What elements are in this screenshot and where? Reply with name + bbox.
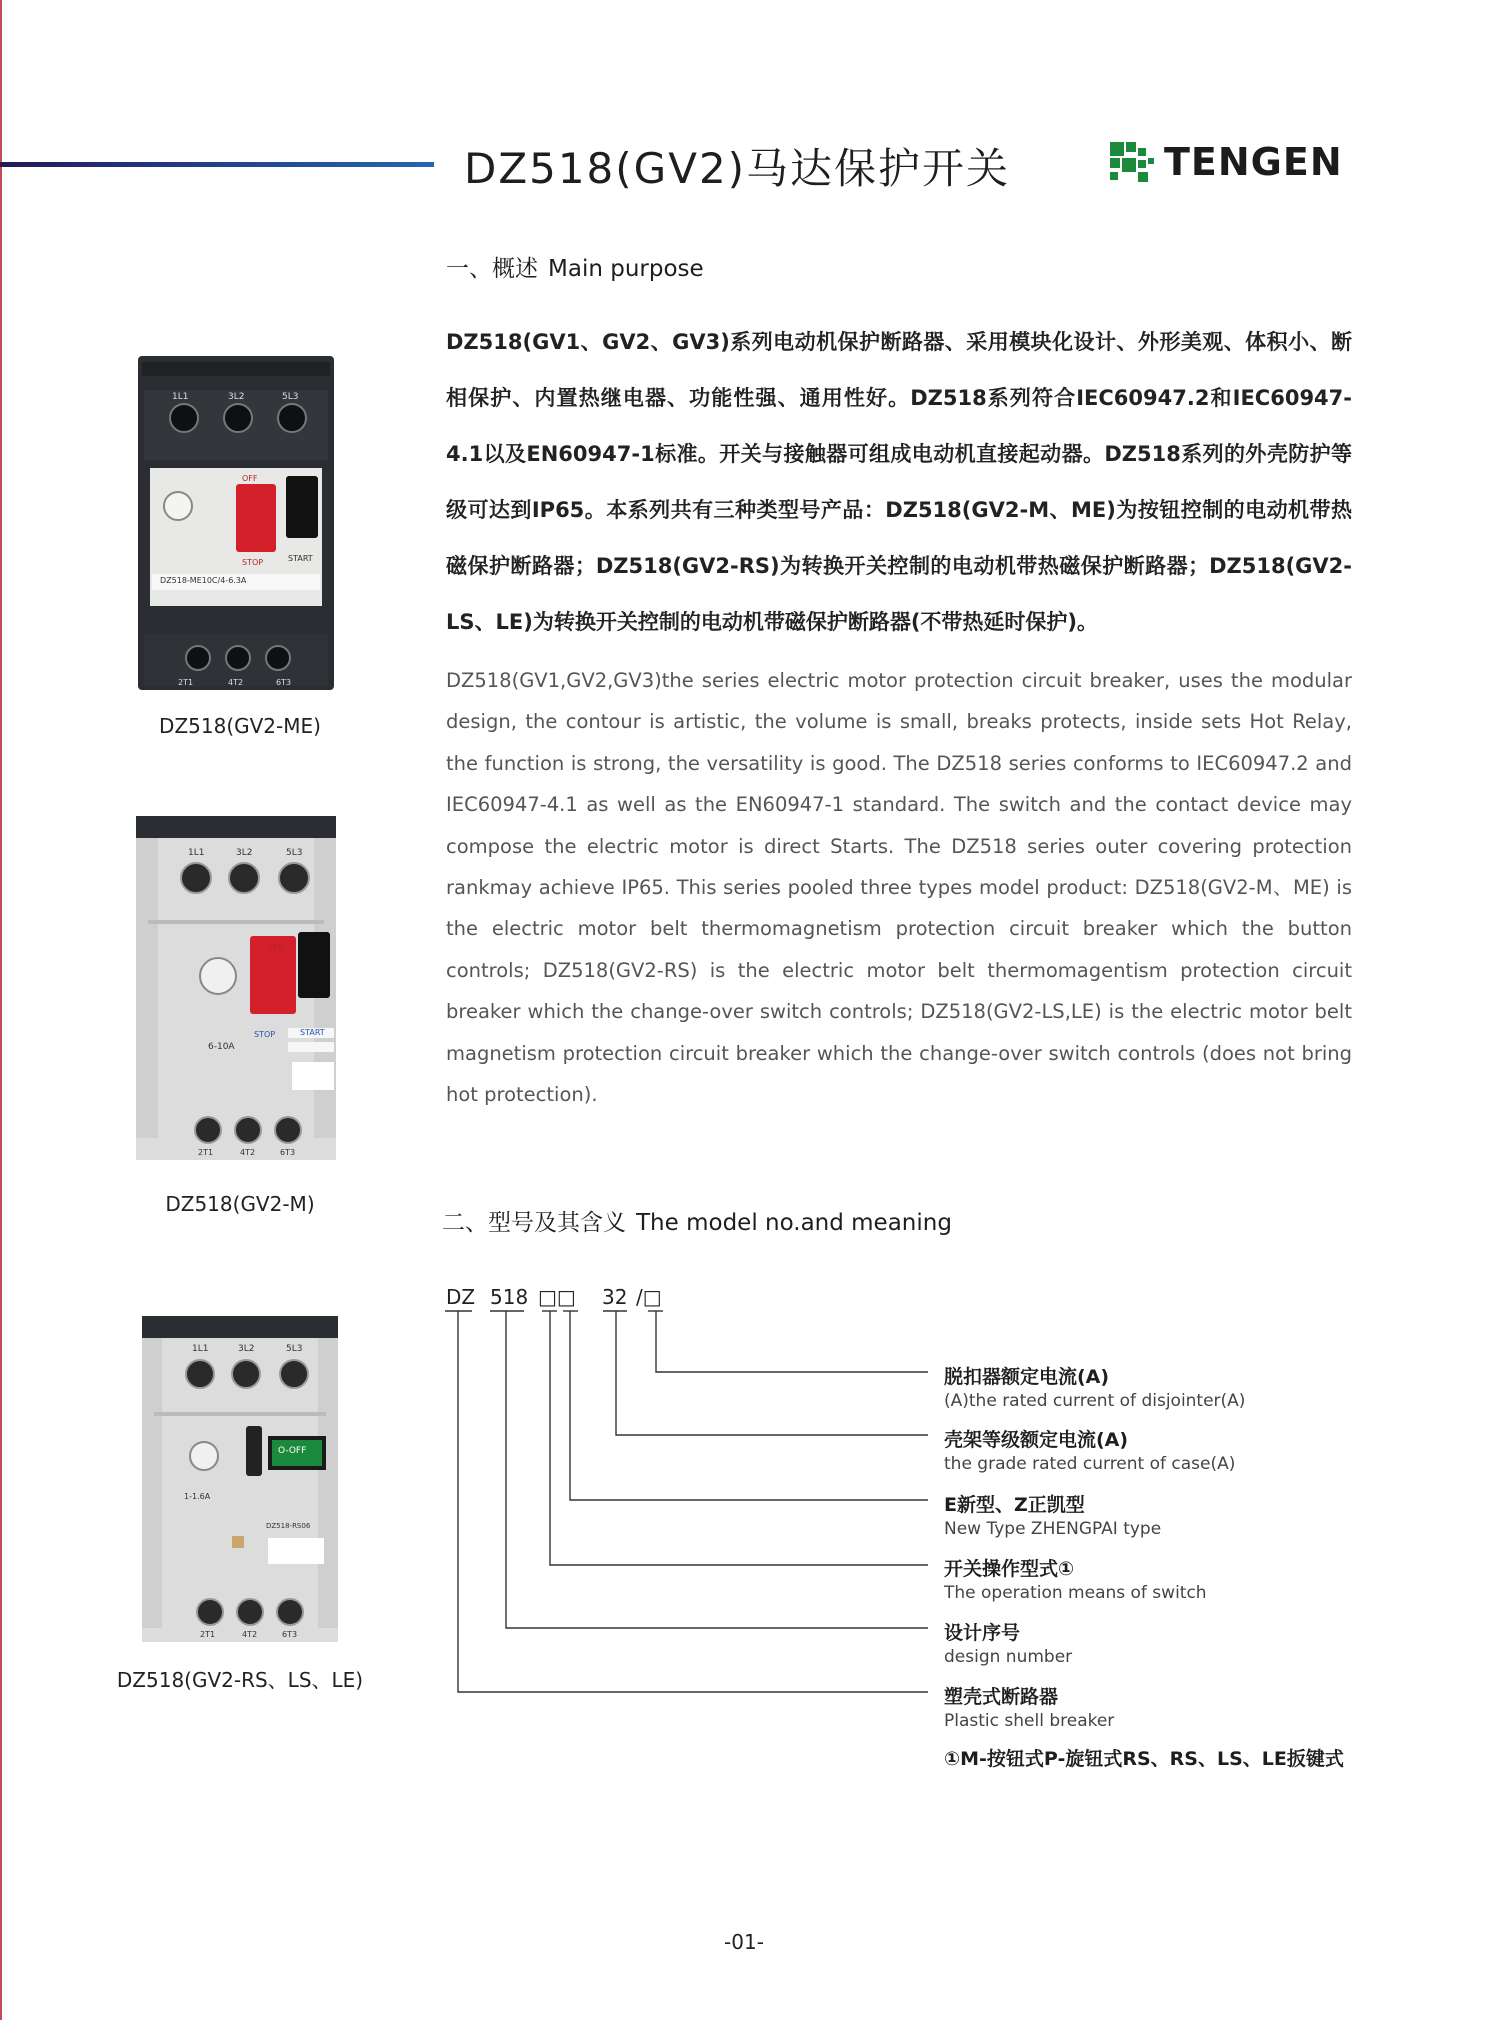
product-caption-gv2-me: DZ518(GV2-ME): [159, 714, 321, 738]
start-label: START: [300, 1028, 325, 1037]
section1-heading-cn: 一、概述: [446, 256, 538, 282]
terminal-label-4: 2T1: [200, 1630, 216, 1639]
code-part-current: /□: [636, 1285, 662, 1309]
terminal-label-2: 3L2: [238, 1344, 255, 1354]
terminal-label-3: 5L3: [286, 1344, 303, 1354]
label-cn: 开关操作型式①: [944, 1558, 1075, 1580]
code-part-518: 518: [490, 1285, 529, 1309]
label-cn: 脱扣器额定电流(A): [944, 1366, 1110, 1388]
terminal-label-2: 3L2: [228, 392, 245, 402]
off-label: OFF: [242, 474, 258, 483]
terminal-label-5: 4T2: [228, 678, 244, 687]
model-plate: DZ518-ME10C/4-6.3A: [160, 576, 247, 585]
stop-label: STOP: [242, 558, 264, 567]
label-en: The operation means of switch: [944, 1583, 1207, 1603]
off-label: O-OFF: [278, 1446, 307, 1456]
label-en: New Type ZHENGPAI type: [944, 1519, 1162, 1539]
model-plate: DZ518-RS06: [266, 1522, 311, 1530]
section2-heading-cn: 二、型号及其含义: [442, 1210, 626, 1236]
terminal-label-3: 5L3: [282, 392, 299, 402]
terminal-label-4: 2T1: [178, 678, 194, 687]
terminal-label-1: 1L1: [188, 848, 205, 858]
terminal-label-3: 5L3: [286, 848, 303, 858]
label-en: (A)the rated current of disjointer(A): [944, 1391, 1246, 1411]
label-cn: 设计序号: [944, 1622, 1021, 1644]
section1-body-cn: DZ518(GV1、GV2、GV3)系列电动机保护断路器、采用模块化设计、外形美观、体积小、断相保护、内置热继电器、功能性强、通用性好。DZ518系列符合IEC60947.2和IEC60947-4.1以及EN60947-1标准。开关与接触器可组成电动机直接起动器。DZ518系列的外壳防护等级可达到IP65。本系列共有三种类型号产品：DZ518(GV2-M、ME)为按钮控制的电动机带热磁保护断路器；DZ518(GV2-RS)为转换开关控制的电动机带热磁保护断路器；DZ518(GV2-LS、LE)为转换开关控制的电动机带磁保护断路器(不带热延时保护)。: [446, 330, 1352, 634]
terminal-label-1: 1L1: [172, 392, 189, 402]
terminal-label-6: 6T3: [276, 678, 292, 687]
page-title: DZ518(GV2)马达保护开关: [464, 144, 1011, 193]
terminal-label-6: 6T3: [280, 1148, 296, 1157]
label-operation-means: [944, 1554, 1207, 1603]
section2-heading-en: The model no.and meaning: [636, 1210, 952, 1236]
label-en: Plastic shell breaker: [944, 1711, 1115, 1731]
product-caption-gv2-rs: DZ518(GV2-RS、LS、LE): [116, 1668, 364, 1692]
off-label: OFF: [266, 944, 284, 954]
code-part-dz: DZ: [446, 1285, 476, 1309]
label-en: the grade rated current of case(A): [944, 1454, 1236, 1474]
stop-label: STOP: [254, 1030, 276, 1039]
terminal-label-2: 3L2: [236, 848, 253, 858]
rating-label: 1-1.6A: [184, 1492, 211, 1501]
rating-label: 6-10A: [208, 1042, 235, 1052]
page-number: -01-: [724, 1930, 764, 1954]
label-en: design number: [944, 1647, 1073, 1667]
terminal-label-5: 4T2: [240, 1148, 256, 1157]
code-part-32: 32: [602, 1285, 628, 1309]
label-case-current: [944, 1425, 1235, 1474]
label-plastic-shell: [944, 1682, 1114, 1731]
section1-body-en: DZ518(GV1,GV2,GV3)the series electric motor protection circuit breaker, uses the modular design, the contour is artistic, the volume is small, breaks protects, inside sets Hot Relay, the function is strong, the versatility is good. The DZ518 series conforms to IEC60947.2 and IEC60947-4.1 as well as the EN60947-1 standard. The switch and the contact device may compose the electric motor is direct Starts. The DZ518 series outer covering protection rankmay achieve IP65. This series pooled three types model product: DZ518(GV2-M、ME) is the electric motor belt thermomagnetism protection circuit breaker which the button controls; DZ518(GV2-RS) is the electric motor belt thermomagentism protection circuit breaker which the change-over switch controls; DZ518(GV2-LS,LE) is the electric motor belt magnetism protection circuit breaker which the change-over switch controls (does not bring hot protection).: [446, 669, 1352, 1107]
label-cn: 塑壳式断路器: [944, 1686, 1059, 1708]
code-part-type: □□: [538, 1285, 576, 1309]
label-disjointer-current: [944, 1362, 1245, 1411]
terminal-label-5: 4T2: [242, 1630, 258, 1639]
terminal-label-4: 2T1: [198, 1148, 214, 1157]
start-label: START: [288, 554, 313, 563]
label-cn: E新型、Z正凯型: [944, 1494, 1085, 1516]
section1-heading-en: Main purpose: [548, 256, 704, 282]
operation-footnote: ①M-按钮式P-旋钮式RS、RS、LS、LE扳键式: [944, 1748, 1344, 1770]
terminal-label-1: 1L1: [192, 1344, 209, 1354]
brand-name: TENGEN: [1164, 140, 1343, 184]
label-type: [944, 1490, 1161, 1539]
label-design-number: [944, 1618, 1072, 1667]
terminal-label-6: 6T3: [282, 1630, 298, 1639]
product-caption-gv2-m: DZ518(GV2-M): [165, 1192, 315, 1216]
label-cn: 壳架等级额定电流(A): [944, 1429, 1129, 1451]
